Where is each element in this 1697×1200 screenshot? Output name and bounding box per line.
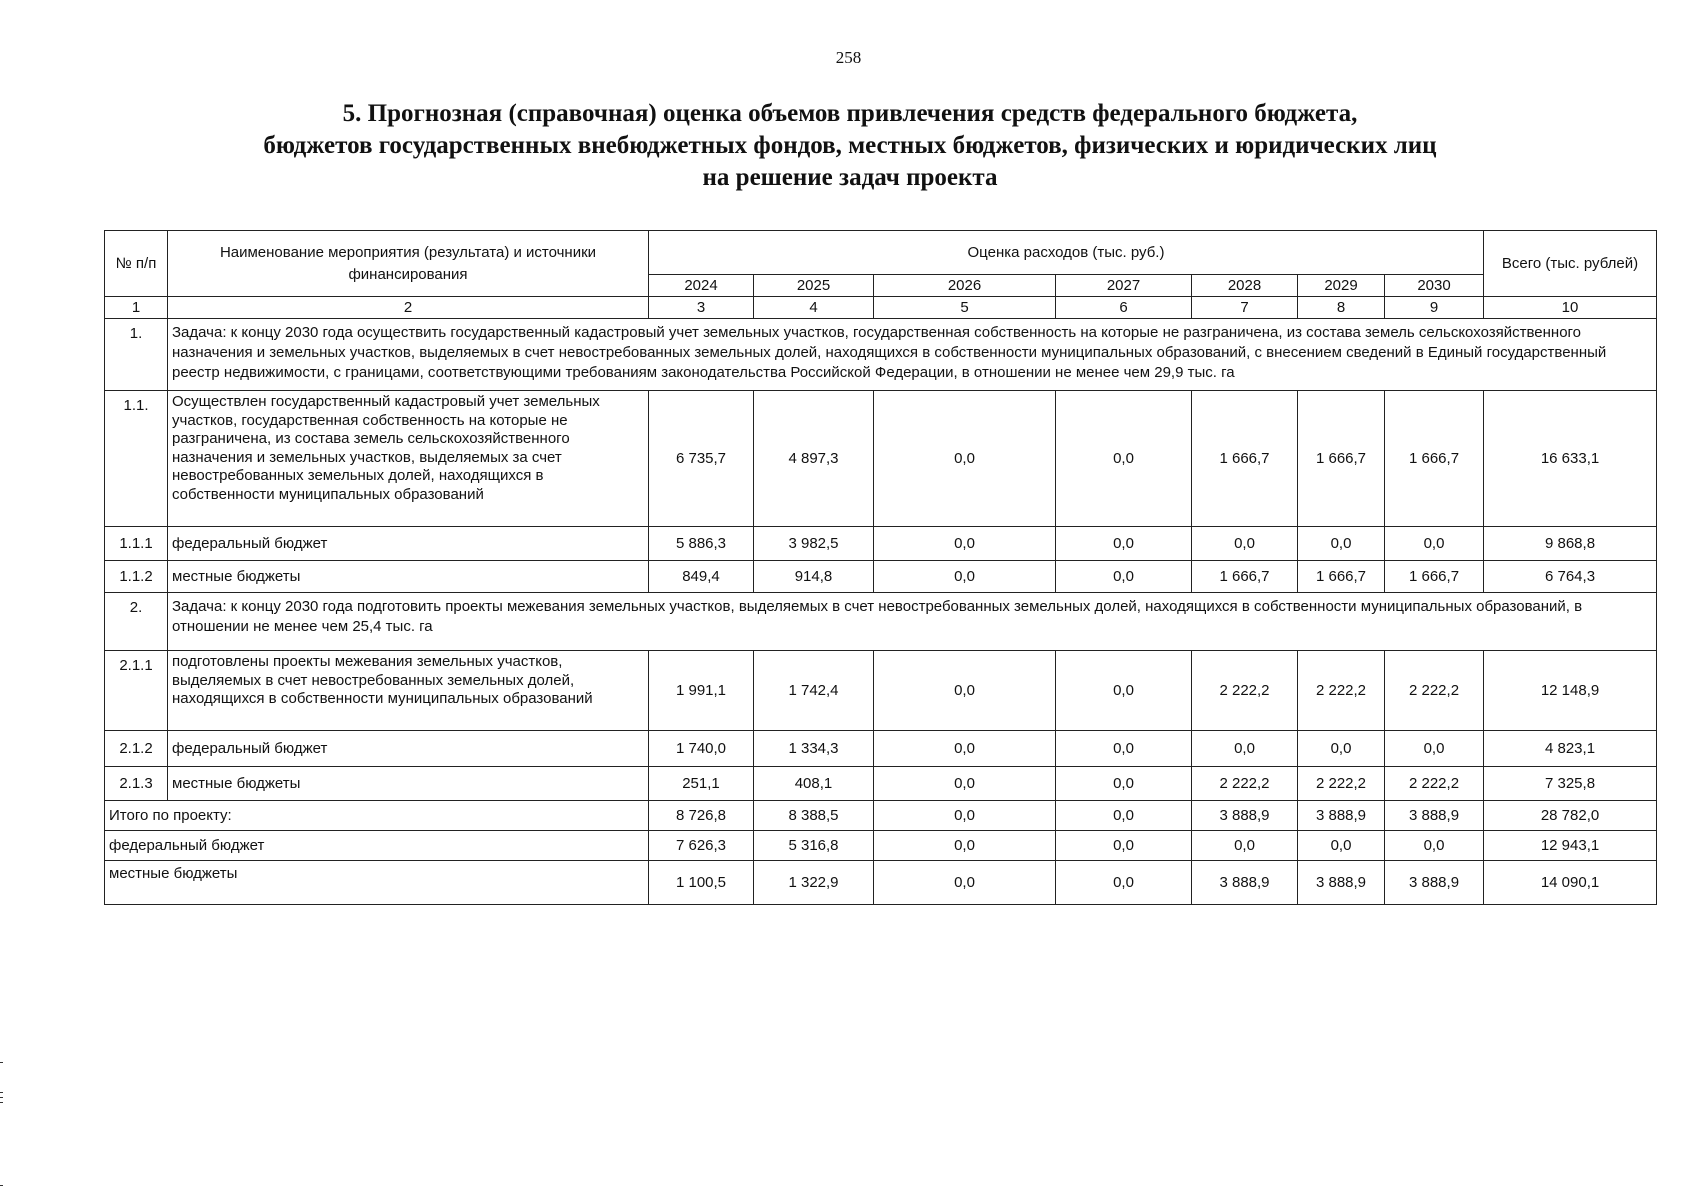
value-cell: 0,0 — [1056, 651, 1192, 731]
task-text: Задача: к концу 2030 года осуществить государственный кадастровый учет земельных участков, государственная собственность на которые не разграничена, из состава земель сельскохозяйственного назначения и земельных участков, выделяемых в счет невостребованных земельных долей, находящихся в собственности муниципальных образований, с внесением сведений в Единый государственный реестр недвижимости, с границами, соответствующими требованиям законодательства Российской Федерации, в отношении не менее чем 29,9 тыс. га — [168, 319, 1657, 391]
year-cell: 2028 — [1192, 275, 1298, 297]
row-name: местные бюджеты — [168, 561, 649, 593]
row-number: 2. — [105, 593, 168, 651]
value-cell: 0,0 — [1056, 527, 1192, 561]
value-cell: 2 222,2 — [1192, 767, 1298, 801]
total-label: федеральный бюджет — [105, 831, 649, 861]
value-cell: 0,0 — [1385, 731, 1484, 767]
col-number: 4 — [754, 297, 874, 319]
value-cell: 0,0 — [1056, 861, 1192, 905]
year-cell: 2026 — [874, 275, 1056, 297]
value-cell: 3 888,9 — [1385, 801, 1484, 831]
table-row — [105, 767, 1657, 801]
page-number: 258 — [835, 48, 862, 67]
scan-mark — [0, 1092, 3, 1093]
scan-mark — [0, 1185, 3, 1186]
value-cell: 0,0 — [1056, 831, 1192, 861]
value-cell: 1 322,9 — [754, 861, 874, 905]
col-number: 7 — [1192, 297, 1298, 319]
table-row — [105, 561, 1657, 593]
year-cell: 2030 — [1385, 275, 1484, 297]
col-number: 8 — [1298, 297, 1385, 319]
scan-mark — [0, 1102, 3, 1103]
header-name: Наименование мероприятия (результата) и источники финансирования — [168, 231, 649, 297]
task-row — [105, 593, 1657, 651]
value-cell: 0,0 — [1298, 731, 1385, 767]
col-number: 3 — [649, 297, 754, 319]
value-cell: 408,1 — [754, 767, 874, 801]
value-cell: 0,0 — [1056, 801, 1192, 831]
value-cell: 2 222,2 — [1298, 767, 1385, 801]
value-cell: 3 888,9 — [1298, 861, 1385, 905]
value-cell: 3 888,9 — [1192, 801, 1298, 831]
col-number: 2 — [168, 297, 649, 319]
header-row — [105, 231, 1657, 275]
value-cell: 1 666,7 — [1385, 561, 1484, 593]
row-number: 1.1.2 — [105, 561, 168, 593]
year-cell: 2029 — [1298, 275, 1385, 297]
row-number: 2.1.1 — [105, 651, 168, 731]
scan-mark — [0, 1097, 3, 1098]
value-cell: 0,0 — [1192, 527, 1298, 561]
year-cell: 2025 — [754, 275, 874, 297]
value-cell: 0,0 — [874, 731, 1056, 767]
year-cell: 2024 — [649, 275, 754, 297]
total-cell: 16 633,1 — [1484, 391, 1657, 527]
value-cell: 7 626,3 — [649, 831, 754, 861]
col-number: 9 — [1385, 297, 1484, 319]
task-row — [105, 319, 1657, 391]
value-cell: 0,0 — [1056, 391, 1192, 527]
value-cell: 3 982,5 — [754, 527, 874, 561]
row-number: 1. — [105, 319, 168, 391]
total-cell: 28 782,0 — [1484, 801, 1657, 831]
value-cell: 1 991,1 — [649, 651, 754, 731]
header-estimate: Оценка расходов (тыс. руб.) — [649, 231, 1484, 275]
value-cell: 0,0 — [1056, 561, 1192, 593]
col-number: 6 — [1056, 297, 1192, 319]
value-cell: 0,0 — [874, 767, 1056, 801]
value-cell: 6 735,7 — [649, 391, 754, 527]
table-row — [105, 391, 1657, 527]
value-cell: 8 388,5 — [754, 801, 874, 831]
budget-table — [104, 230, 1657, 905]
value-cell: 0,0 — [1192, 731, 1298, 767]
total-row — [105, 831, 1657, 861]
value-cell: 4 897,3 — [754, 391, 874, 527]
value-cell: 3 888,9 — [1192, 861, 1298, 905]
col-number: 1 — [105, 297, 168, 319]
value-cell: 1 666,7 — [1385, 391, 1484, 527]
year-cell: 2027 — [1056, 275, 1192, 297]
value-cell: 0,0 — [874, 561, 1056, 593]
col-number: 10 — [1484, 297, 1657, 319]
value-cell: 0,0 — [1056, 767, 1192, 801]
value-cell: 1 666,7 — [1298, 391, 1385, 527]
value-cell: 0,0 — [1385, 831, 1484, 861]
total-cell: 14 090,1 — [1484, 861, 1657, 905]
value-cell: 914,8 — [754, 561, 874, 593]
col-number: 5 — [874, 297, 1056, 319]
value-cell: 0,0 — [874, 391, 1056, 527]
value-cell: 849,4 — [649, 561, 754, 593]
value-cell: 0,0 — [1385, 527, 1484, 561]
value-cell: 3 888,9 — [1385, 861, 1484, 905]
value-cell: 2 222,2 — [1385, 651, 1484, 731]
scan-mark — [0, 1062, 3, 1063]
value-cell: 2 222,2 — [1298, 651, 1385, 731]
title-line-3: на решение задач проекта — [702, 164, 998, 191]
document-title — [150, 98, 1550, 194]
value-cell: 5 886,3 — [649, 527, 754, 561]
value-cell: 5 316,8 — [754, 831, 874, 861]
total-cell: 6 764,3 — [1484, 561, 1657, 593]
value-cell: 1 666,7 — [1192, 391, 1298, 527]
value-cell: 1 100,5 — [649, 861, 754, 905]
value-cell: 0,0 — [1298, 831, 1385, 861]
total-row — [105, 801, 1657, 831]
total-label: местные бюджеты — [105, 861, 649, 905]
header-total: Всего (тыс. рублей) — [1484, 231, 1657, 297]
value-cell: 2 222,2 — [1385, 767, 1484, 801]
row-name: Осуществлен государственный кадастровый учет земельных участков, государственная собственность на которые не разграничена, из состава земель сельскохозяйственного назначения и земельных участков, выделяемых за счет невостребованных земельных долей, находящихся в собственности муниципальных образований — [168, 391, 649, 527]
total-cell: 12 943,1 — [1484, 831, 1657, 861]
row-name: федеральный бюджет — [168, 731, 649, 767]
task-text: Задача: к концу 2030 года подготовить проекты межевания земельных участков, выделяемых в счет невостребованных земельных долей, находящихся в собственности муниципальных образований, в отношении не менее чем 25,4 тыс. га — [168, 593, 1657, 651]
row-number: 1.1. — [105, 391, 168, 527]
value-cell: 251,1 — [649, 767, 754, 801]
value-cell: 1 334,3 — [754, 731, 874, 767]
value-cell: 0,0 — [874, 801, 1056, 831]
total-cell: 9 868,8 — [1484, 527, 1657, 561]
value-cell: 0,0 — [1298, 527, 1385, 561]
value-cell: 1 666,7 — [1192, 561, 1298, 593]
value-cell: 1 666,7 — [1298, 561, 1385, 593]
table-row — [105, 651, 1657, 731]
value-cell: 1 740,0 — [649, 731, 754, 767]
title-line-2: бюджетов государственных внебюджетных фондов, местных бюджетов, физических и юридических лиц — [263, 132, 1437, 159]
value-cell: 0,0 — [874, 861, 1056, 905]
value-cell: 3 888,9 — [1298, 801, 1385, 831]
row-name: местные бюджеты — [168, 767, 649, 801]
value-cell: 1 742,4 — [754, 651, 874, 731]
table-row — [105, 527, 1657, 561]
row-number: 1.1.1 — [105, 527, 168, 561]
header-num: № п/п — [105, 231, 168, 297]
value-cell: 8 726,8 — [649, 801, 754, 831]
value-cell: 0,0 — [1056, 731, 1192, 767]
row-number: 2.1.2 — [105, 731, 168, 767]
value-cell: 0,0 — [1192, 831, 1298, 861]
column-numbers-row — [105, 297, 1657, 319]
value-cell: 0,0 — [874, 527, 1056, 561]
total-cell: 12 148,9 — [1484, 651, 1657, 731]
total-label: Итого по проекту: — [105, 801, 649, 831]
row-name: федеральный бюджет — [168, 527, 649, 561]
title-line-1: 5. Прогнозная (справочная) оценка объемов привлечения средств федерального бюджета, — [342, 100, 1358, 127]
total-cell: 7 325,8 — [1484, 767, 1657, 801]
row-number: 2.1.3 — [105, 767, 168, 801]
value-cell: 0,0 — [874, 651, 1056, 731]
row-name: подготовлены проекты межевания земельных участков, выделяемых в счет невостребованных земельных долей, находящихся в собственности муниципальных образований — [168, 651, 649, 731]
value-cell: 0,0 — [874, 831, 1056, 861]
total-cell: 4 823,1 — [1484, 731, 1657, 767]
value-cell: 2 222,2 — [1192, 651, 1298, 731]
table-row — [105, 731, 1657, 767]
total-row — [105, 861, 1657, 905]
